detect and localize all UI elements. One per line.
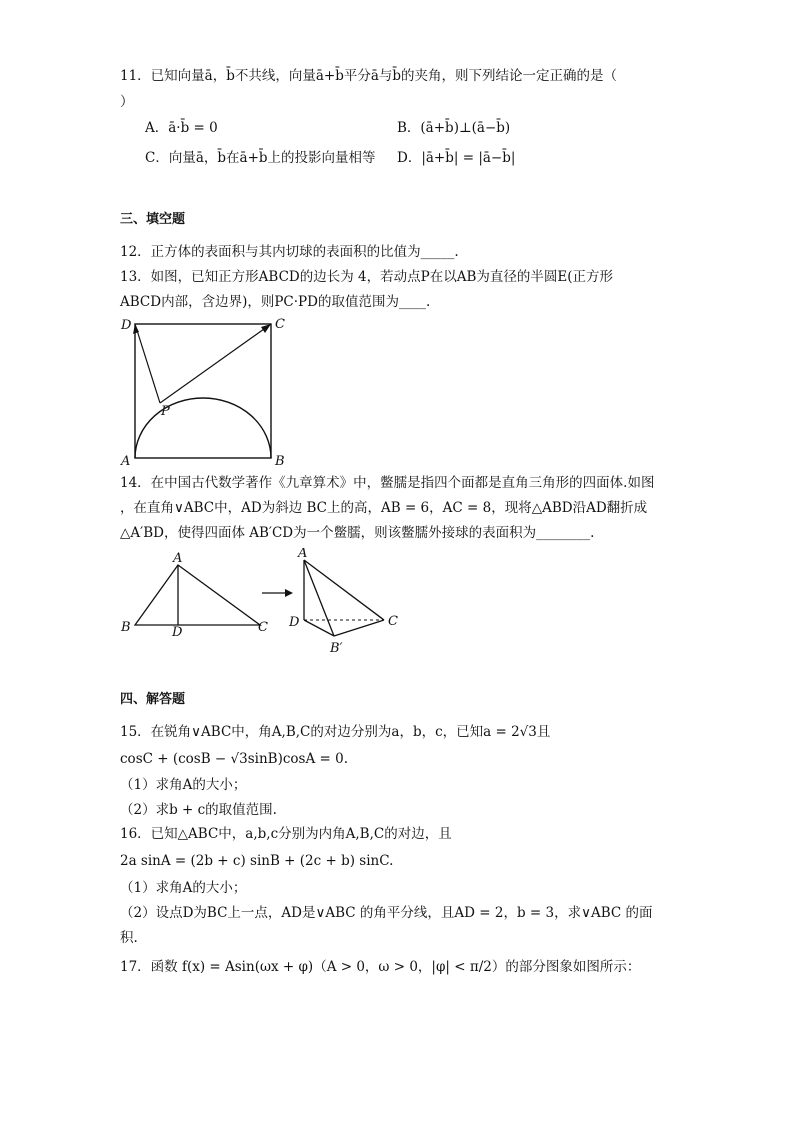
q16-stem: 16．已知△ABC中，a,b,c分别为内角A,B,C的对边，且 <box>120 826 452 842</box>
label-a: A <box>121 454 131 469</box>
q16-part-2-cont: 积. <box>120 930 138 946</box>
left-label-c: C <box>258 620 268 635</box>
q13-square-figure <box>115 312 295 470</box>
q14-tetrahedron-figure <box>112 548 412 658</box>
q14-stem: 14．在中国古代数学著作《九章算术》中，鳖臑是指四个面都是直角三角形的四面体.如图 <box>120 475 655 491</box>
section-heading-fill-in: 三、填空题 <box>120 212 186 227</box>
square-abcd <box>135 324 271 458</box>
q16-part-2: （2）设点D为BC上一点，AD是∨ABC 的角平分线，且AD = 2，b = 3，求∨ABC 的面 <box>120 905 653 921</box>
left-label-a: A <box>173 551 183 566</box>
q11-stem-close: ） <box>120 94 134 110</box>
q11-stem: 11．已知向量ā，b̄不共线，向量ā+b̄平分ā与b̄的夹角，则下列结论一定正确的是（ <box>120 68 618 84</box>
edge-db <box>304 620 334 636</box>
q16-part-1: （1）求角A的大小； <box>120 880 247 896</box>
q15-part-2: （2）求b + c的取值范围. <box>120 802 277 818</box>
q13-stem: 13．如图，已知正方形ABCD的边长为 4，若动点P在以AB为直径的半圆E(正方形 <box>120 269 614 285</box>
q12-stem: 12．正方体的表面积与其内切球的表面积的比值为_____. <box>120 244 459 260</box>
vector-pc <box>160 324 271 403</box>
edge-bc <box>334 620 384 636</box>
q11-option-a: A．ā·b̄ = 0 <box>145 120 218 136</box>
arrowhead-c <box>261 324 271 333</box>
label-c: C <box>275 317 285 332</box>
right-label-b: B′ <box>330 641 343 656</box>
fold-arrowhead <box>285 589 293 597</box>
label-p: P <box>161 404 170 419</box>
q15-part-1: （1）求角A的大小； <box>120 777 247 793</box>
q13-stem-cont: ABCD内部，含边界)，则PC·PD的取值范围为____. <box>120 294 431 310</box>
left-label-b: B <box>121 620 131 635</box>
q15-condition: cosC + (cosB − √3sinB)cosA = 0. <box>120 751 348 767</box>
right-label-c: C <box>388 614 398 629</box>
q11-option-d: D．|ā+b̄| = |ā−b̄| <box>397 150 516 166</box>
q17-stem: 17．函数 f(x) = Asin(ωx + φ)（A > 0，ω > 0，|φ| < π/2）的部分图象如图所示： <box>120 959 641 975</box>
right-label-d: D <box>289 615 300 630</box>
q11-option-c: C．向量ā，b̄在ā+b̄上的投影向量相等 <box>145 150 376 166</box>
section-heading-solutions: 四、解答题 <box>120 692 186 707</box>
semicircle-e <box>135 398 271 458</box>
left-label-d: D <box>172 625 183 640</box>
q15-stem: 15．在锐角∨ABC中，角A,B,C的对边分别为a，b，c，已知a = 2√3且 <box>120 724 551 740</box>
label-d: D <box>121 318 132 333</box>
q11-option-b: B．(ā+b̄)⊥(ā−b̄) <box>397 120 511 136</box>
label-b: B <box>275 454 285 469</box>
right-label-a: A <box>298 548 308 561</box>
q14-stem-cont: ，在直角∨ABC中，AD为斜边 BC上的高，AB = 6，AC = 8，现将△ABD沿AD翻折成 <box>120 500 648 516</box>
q16-condition: 2a sinA = (2b + c) sinB + (2c + b) sinC. <box>120 853 394 869</box>
q14-stem-cont2: △A′BD，使得四面体 AB′CD为一个鳖臑，则该鳖臑外接球的表面积为________. <box>120 525 595 541</box>
vector-pd <box>135 324 160 403</box>
triangle-abc <box>135 565 260 625</box>
